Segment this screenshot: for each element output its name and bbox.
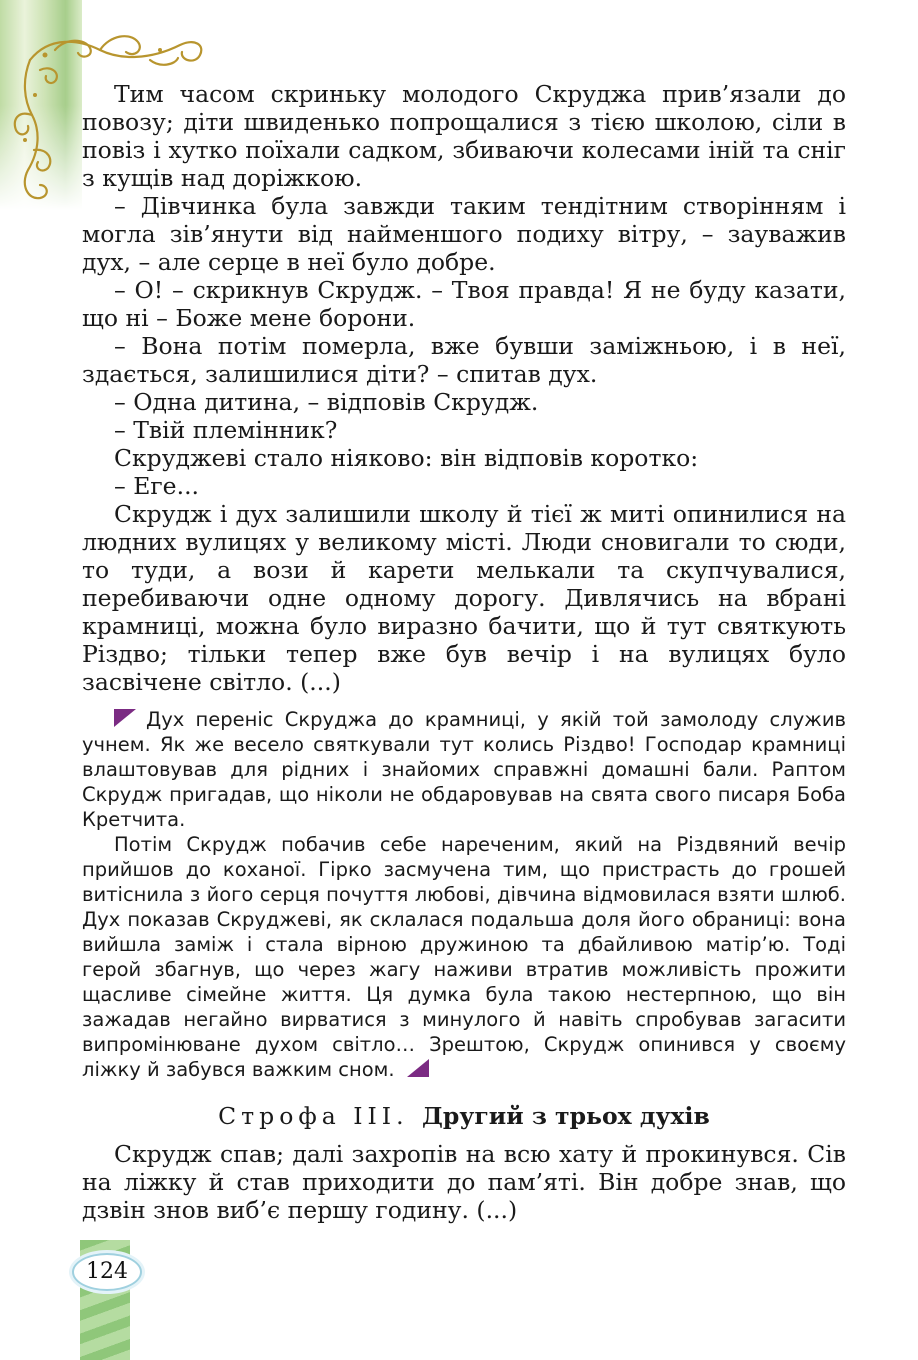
triangle-marker-start-icon (114, 709, 136, 727)
triangle-marker-end-icon (407, 1059, 429, 1077)
section-label: Строфа III. (218, 1102, 409, 1130)
summary-text-1: Дух переніс Скруджа до крамниці, у якій той замолоду служив учнем. Як же весело святкували тут колись Різдво! Господар крамниці влаштовував для рідних і знайомих справжні домашні бали. Раптом Скрудж пригадав, що ніколи не обдаровував на свята свого писаря Боба Кретчита. (82, 708, 846, 831)
page-number: 124 (72, 1253, 142, 1291)
section-title: Другий з трьох духів (422, 1102, 710, 1130)
paragraph-sleigh: Тим часом скриньку молодого Скруджа прив’язали до повозу; діти швиденько попрощалися з тією школою, сіли в повіз і хутко поїхали садком, збиваючи колесами іній та сніг з кущів над доріжкою. (82, 80, 846, 192)
summary-text-2: Потім Скрудж побачив себе нареченим, який на Різдвяний вечір прийшов до коханої. Гірко засмучена тим, що пристрасть до грошей витіснила з його серця почуття любові, дівчина відмовилася взяти шлюб. Дух показав Скруджеві, як склалася подальша доля його обраниці: вона вийшла заміж і стала вірною дружиною та дбайливою матір’ю. Тоді герой збагнув, що через жагу наживи втратив можливість прожити щасливе сімейне життя. Ця думка була такою нестерпною, що він зажадав негайно вирватися з минулого й навіть спробував загасити випромінюване духом світло… Зрештою, Скрудж опинився у своєму ліжку й забувся важким сном. (82, 833, 846, 1081)
summary-paragraph-2 (82, 832, 846, 1082)
paragraph-nephew: – Твій племінник? (114, 416, 338, 444)
paragraph-spirit-asks: – Вона потім померла, вже бувши заміжньою, і в неї, здається, залишилися діти? – спитав дух. (82, 332, 846, 388)
paragraph-scrooge-sleeps: Скрудж спав; далі захропів на всю хату й прокинувся. Сів на ліжку й став приходити до пам’яті. Він добре знав, що дзвін знов виб’є першу годину. (...) (82, 1140, 846, 1224)
summary-paragraph-1 (82, 707, 846, 832)
paragraph-spirit-girl: – Дівчинка була завжди таким тендітним створінням і могла зів’янути від найменшого подиху вітру, – зауважив дух, – але серце в неї було добре. (82, 192, 846, 276)
paragraph-one-child: – Одна дитина, – відповів Скрудж. (114, 388, 539, 416)
paragraph-scrooge-exclaims: – О! – скрикнув Скрудж. – Твоя правда! Я не буду казати, що ні – Боже мене борони. (82, 276, 846, 332)
main-story-text (82, 80, 846, 696)
closing-text (82, 1140, 846, 1224)
paragraph-awkward: Скруджеві стало ніяково: він відповів коротко: (114, 444, 699, 472)
paragraph-city-streets: Скрудж і дух залишили школу й тієї ж миті опинилися на людних вулицях у великому місті. Люди сновигали то сюди, то туди, а вози й карети мелькали та скупчувалися, перебиваючи одне одному дорогу. Дивлячись на вбрані крамниці, можна було виразно бачити, що й тут святкують Різдво; тільки тепер вже був вечір і на вулицях було засвічене світло. (...) (82, 500, 846, 696)
section-heading (82, 1101, 846, 1131)
paragraph-ege: – Еге... (114, 472, 200, 500)
retelling-summary (82, 707, 846, 1082)
